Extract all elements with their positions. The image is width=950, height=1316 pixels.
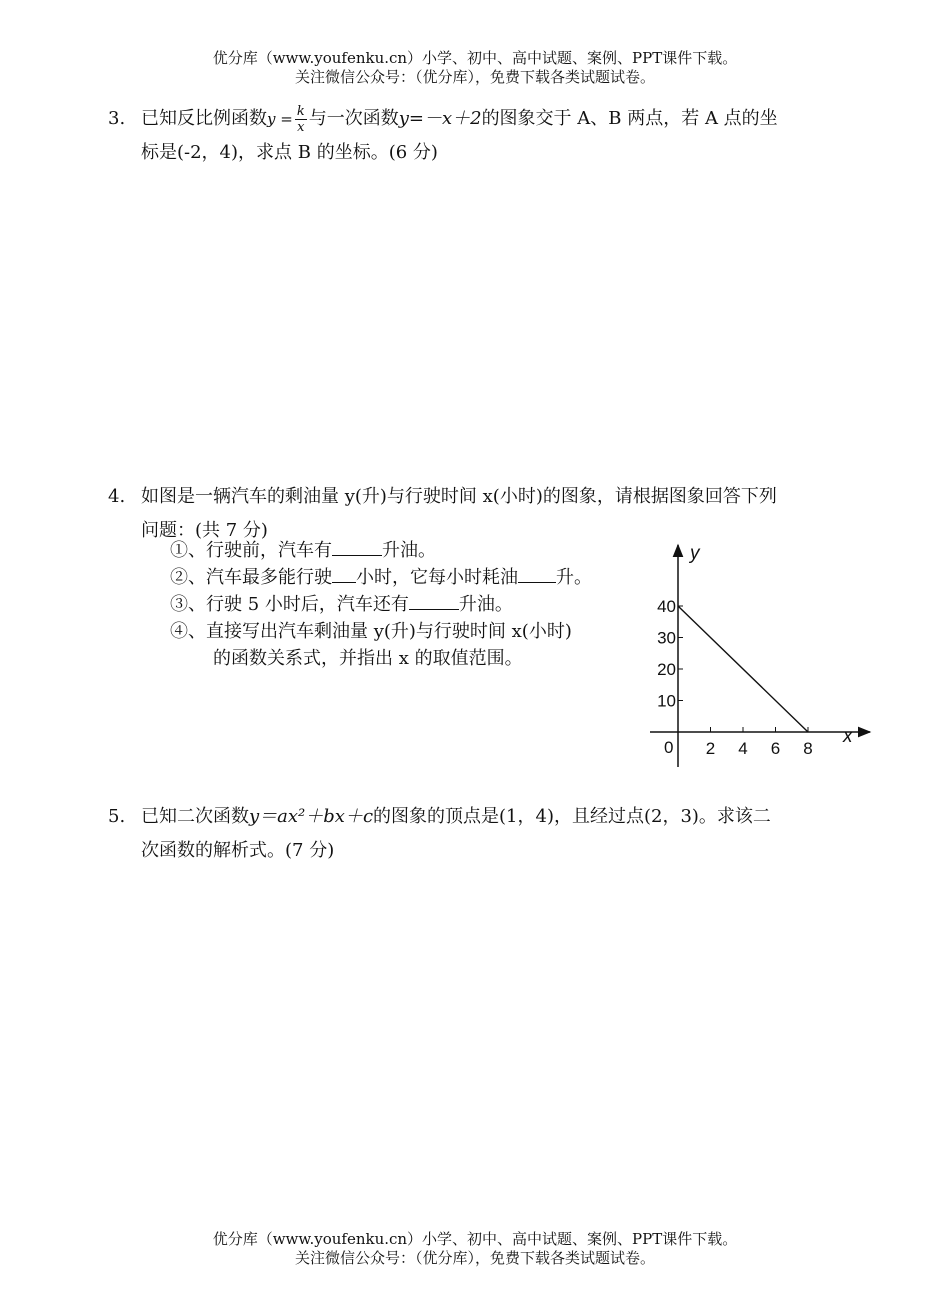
page-header bbox=[0, 49, 950, 87]
question-number: 5. bbox=[108, 806, 126, 827]
fuel-graph bbox=[640, 535, 880, 775]
x-tick-label: 8 bbox=[803, 739, 813, 758]
q5-text-b: 的图象的顶点是(1，4)，且经过点(2，3)。求该二 bbox=[373, 806, 771, 827]
x-tick-label: 2 bbox=[705, 739, 716, 758]
question-5-line-1 bbox=[141, 800, 868, 834]
q5-text-a: 已知二次函数 bbox=[141, 806, 249, 827]
question-number: 4. bbox=[108, 486, 126, 507]
y-axis-label: y bbox=[690, 543, 700, 564]
sub2-text-c: 升。 bbox=[556, 567, 592, 588]
q3-text-c: 的图象交于 A、B 两点，若 A 点的坐 bbox=[481, 108, 778, 129]
y-tick-label: 20 bbox=[657, 660, 676, 679]
footer-line-2: 关注微信公众号：（优分库），免费下载各类试题试卷。 bbox=[294, 1249, 655, 1267]
sub4-line-2: 的函数关系式，并指出 x 的取值范围。 bbox=[213, 648, 523, 669]
y-tick-label: 40 bbox=[657, 597, 676, 616]
origin-label: 0 bbox=[664, 738, 674, 757]
question-5 bbox=[108, 800, 868, 868]
fraction-denominator: x bbox=[297, 119, 305, 135]
sub1-text-b: 升油。 bbox=[382, 540, 436, 561]
fraction-numerator: k bbox=[296, 103, 305, 119]
q4-subquestion-4 bbox=[170, 618, 572, 672]
sub1-text-a: ①、行驶前，汽车有 bbox=[170, 540, 332, 561]
quadratic-formula: y＝ax²＋bx＋c bbox=[249, 806, 374, 827]
q3-text-a: 已知反比例函数 bbox=[141, 108, 267, 129]
sub4-line-1: ④、直接写出汽车剩油量 y(升)与行驶时间 x(小时) bbox=[170, 621, 572, 642]
fuel-line bbox=[678, 606, 808, 732]
q4-subquestion-1 bbox=[170, 537, 436, 564]
q3-text-b: 与一次函数 bbox=[308, 108, 399, 129]
y-tick-label: 30 bbox=[657, 628, 676, 648]
x-tick-label: 6 bbox=[770, 739, 781, 758]
answer-blank[interactable] bbox=[518, 564, 556, 583]
y-tick-label: 10 bbox=[657, 691, 676, 711]
question-3 bbox=[108, 102, 868, 170]
question-3-line-2: 标是(-2，4)，求点 B 的坐标。(6 分) bbox=[141, 142, 438, 163]
sub2-text-b: 小时，它每小时耗油 bbox=[356, 567, 518, 588]
q4-subquestion-2 bbox=[170, 564, 592, 591]
sub3-text-b: 升油。 bbox=[458, 594, 513, 615]
sub2-text-a: ②、汽车最多能行驶 bbox=[170, 567, 332, 588]
footer-line-1: 优分库（www.youfenku.cn）小学、初中、高中试题、案例、PPT课件下载。 bbox=[212, 1230, 738, 1248]
question-4-line-1: 如图是一辆汽车的剩油量 y(升)与行驶时间 x(小时)的图象，请根据图象回答下列 bbox=[141, 486, 777, 507]
answer-blank[interactable] bbox=[409, 591, 459, 610]
question-5-line-2: 次函数的解析式。(7 分) bbox=[141, 840, 335, 861]
page-footer bbox=[0, 1230, 950, 1268]
answer-blank[interactable] bbox=[332, 537, 382, 556]
question-3-line-1 bbox=[141, 102, 868, 136]
header-line-2: 关注微信公众号：（优分库），免费下载各类试题试卷。 bbox=[294, 68, 655, 86]
answer-blank[interactable] bbox=[332, 564, 356, 583]
x-tick-label: 4 bbox=[738, 739, 748, 758]
question-number: 3. bbox=[108, 108, 126, 129]
q3-y-eq: y = bbox=[267, 110, 293, 128]
question-4-line-2: 问题：(共 7 分) bbox=[141, 520, 268, 541]
x-axis-label: x bbox=[843, 726, 853, 747]
k-over-x-fraction bbox=[295, 104, 307, 135]
sub3-text-a: ③、行驶 5 小时后，汽车还有 bbox=[170, 594, 409, 615]
header-line-1: 优分库（www.youfenku.cn）小学、初中、高中试题、案例、PPT课件下载。 bbox=[212, 49, 738, 67]
q4-subquestion-3 bbox=[170, 591, 513, 618]
q3-linear-function: y=－x＋2 bbox=[398, 108, 482, 129]
